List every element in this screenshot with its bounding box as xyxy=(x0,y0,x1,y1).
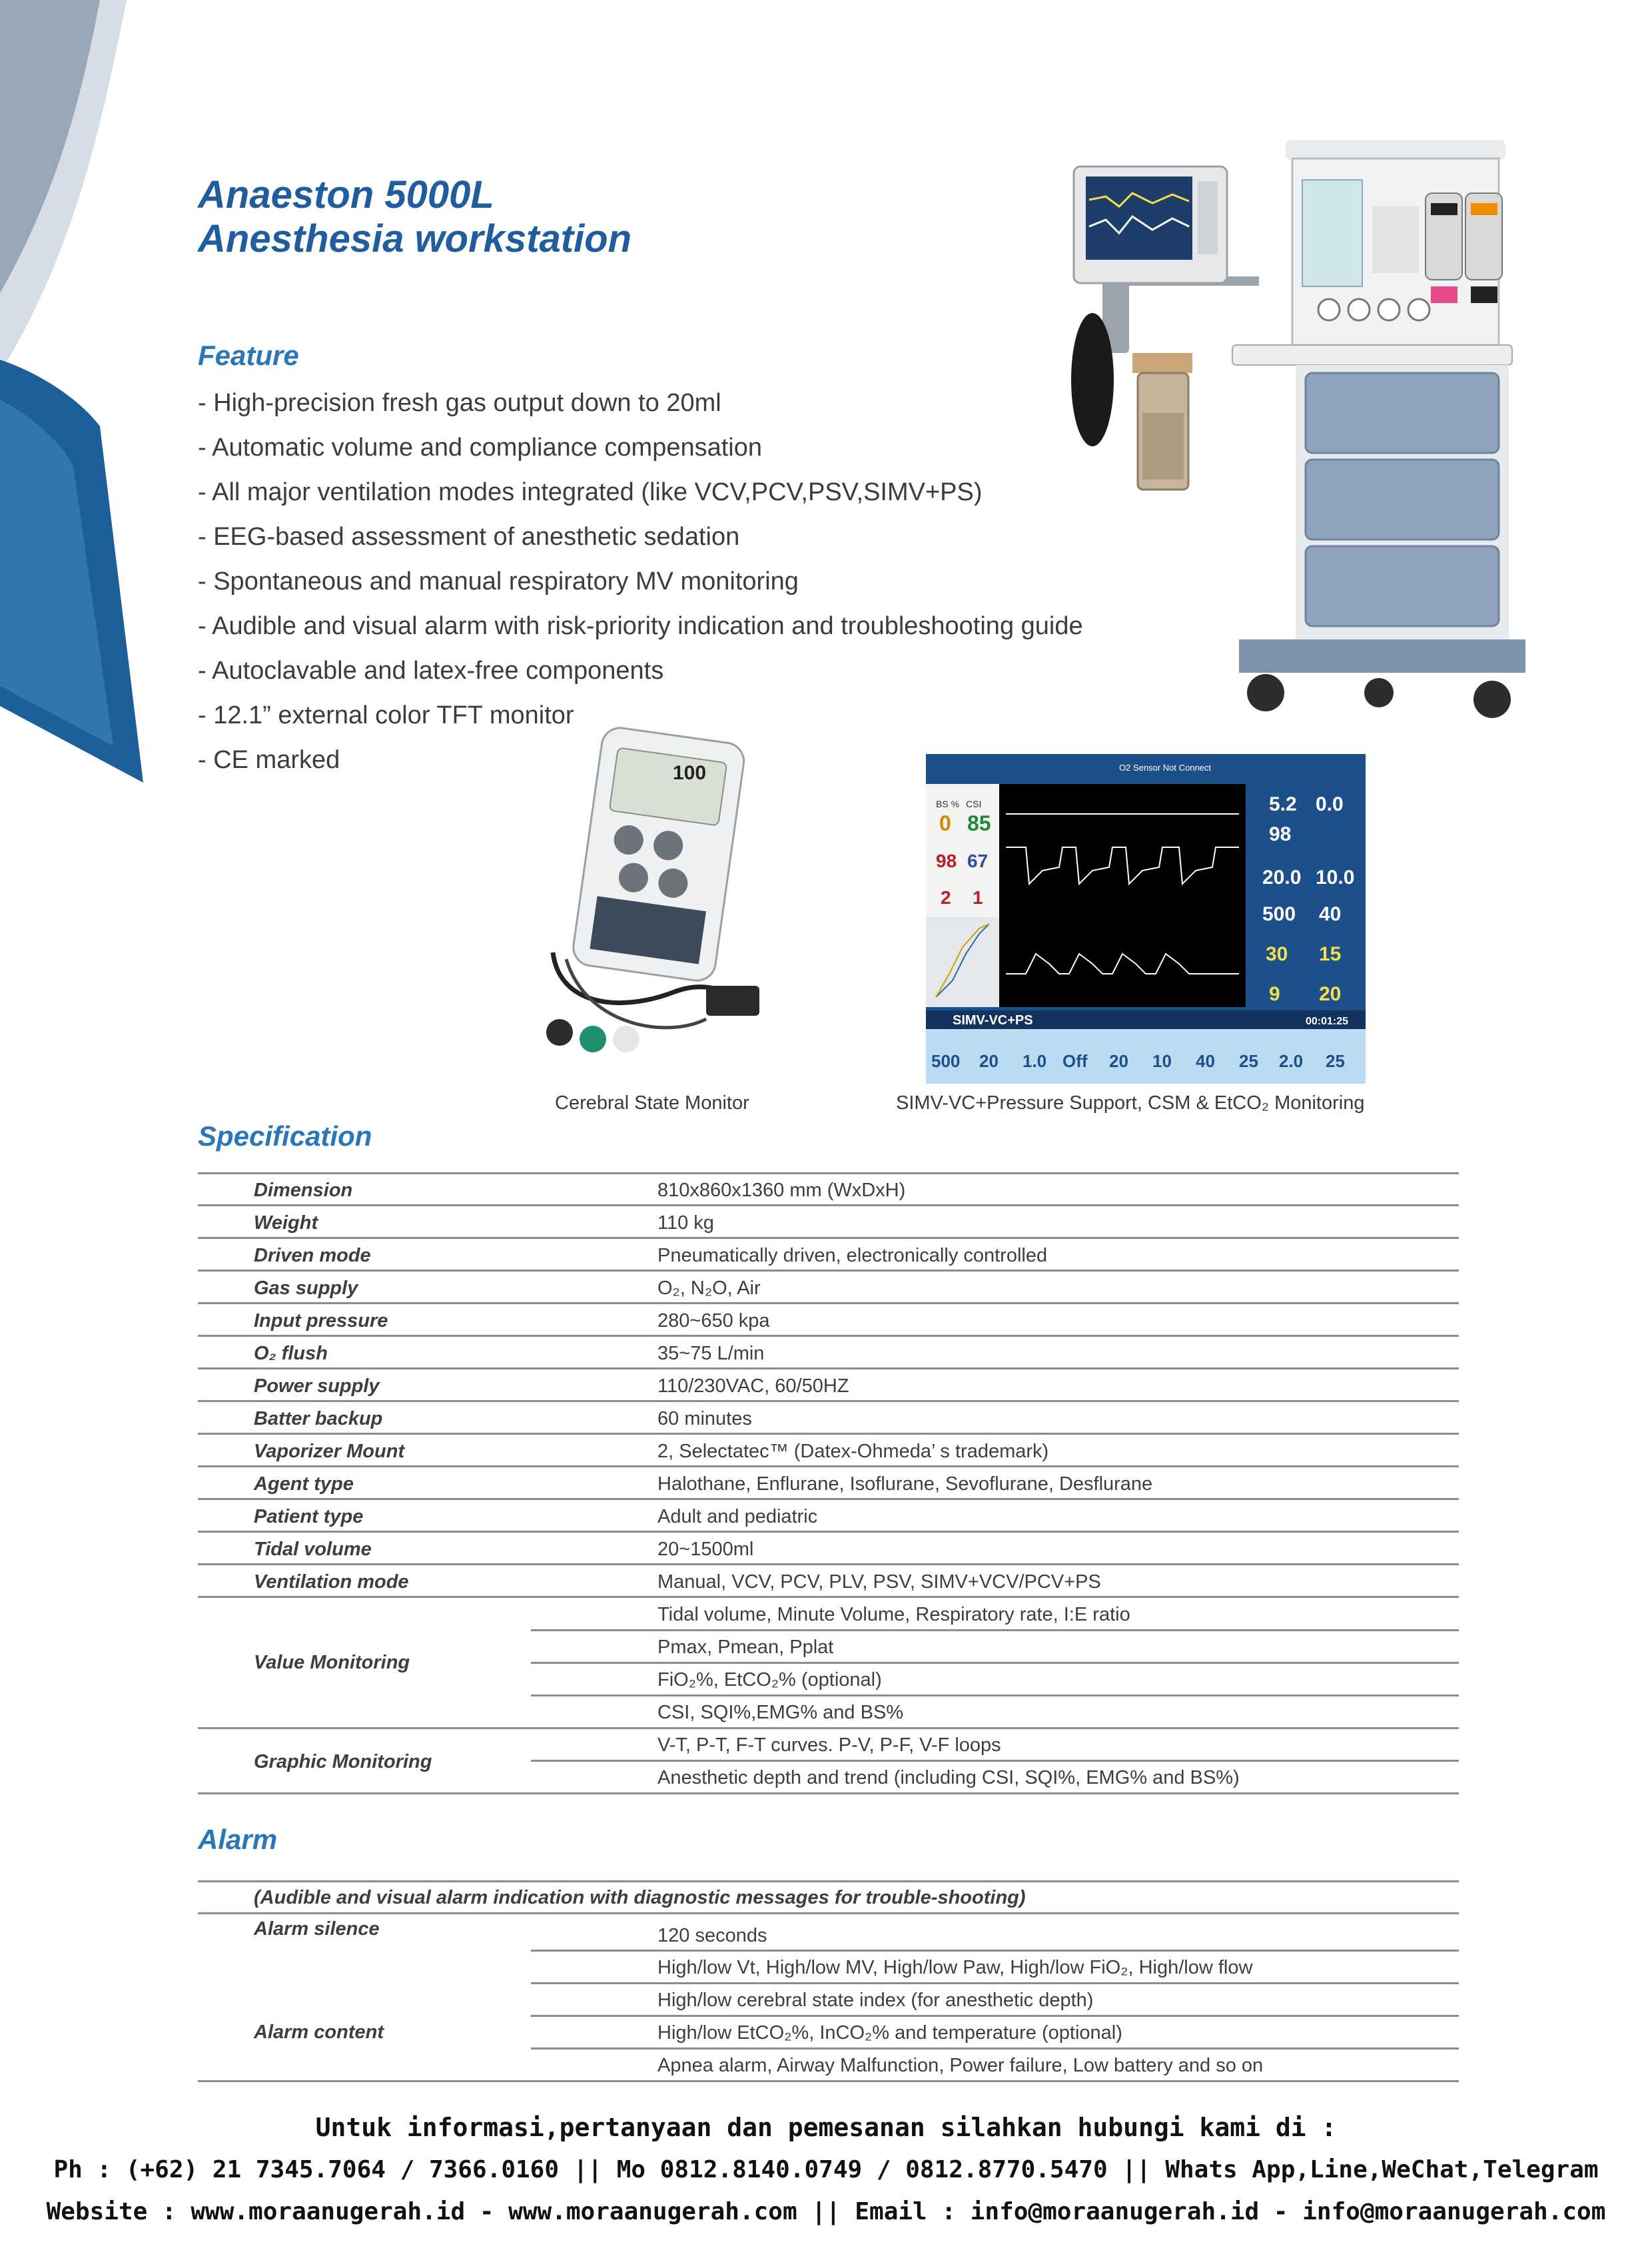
table-sub-rule xyxy=(531,1629,1459,1631)
feature-heading: Feature xyxy=(198,340,299,371)
spec-value: Adult and pediatric xyxy=(657,1506,818,1527)
table-sub-rule xyxy=(531,1760,1459,1762)
alarm-content-label: Alarm content xyxy=(254,2022,384,2043)
screen-sqi: 98 xyxy=(936,851,957,871)
table-sub-rule xyxy=(531,1694,1459,1696)
screen-white: 2 xyxy=(941,887,951,908)
spec-value: V-T, P-T, F-T curves. P-V, P-F, V-F loops xyxy=(657,1734,1001,1756)
alarm-content-value: Apnea alarm, Airway Malfunction, Power failure, Low battery and so on xyxy=(657,2055,1264,2076)
table-sub-rule xyxy=(531,1950,1459,1952)
screen-o2: 98 xyxy=(1269,823,1292,845)
table-row xyxy=(198,1335,1459,1369)
screen-param: 2.0 xyxy=(1279,1051,1304,1071)
ventilator-screen-image xyxy=(926,754,1366,1084)
spec-value: 810x860x1360 mm (WxDxH) xyxy=(657,1180,906,1201)
screen-mode: SIMV-VC+PS xyxy=(953,1013,1033,1028)
table-row xyxy=(198,1172,1459,1206)
spec-value: 35~75 L/min xyxy=(657,1343,765,1364)
screen-param: 25 xyxy=(1239,1051,1258,1071)
screen-param: 25 xyxy=(1326,1051,1345,1071)
spec-value: 280~650 kpa xyxy=(657,1310,770,1331)
cerebral-state-monitor-image xyxy=(533,726,799,1059)
screen-param: 40 xyxy=(1196,1051,1215,1071)
spec-label: Batter backup xyxy=(254,1408,383,1429)
table-bottom-rule xyxy=(198,2080,1459,2082)
contact-web-email: Website : www.moraanugerah.id - www.moraanugerah.com || Email : info@moraanugerah.id - info@moraanugerah.com xyxy=(46,2198,1606,2225)
screen-param: Off xyxy=(1062,1051,1088,1071)
spec-label: Weight xyxy=(254,1212,318,1234)
workstation-image xyxy=(1066,140,1532,753)
contact-phone: Ph : (+62) 21 7345.7064 / 7366.0160 || Mo 0812.8140.0749 / 0812.8770.5470 || Whats App,Line,WeChat,Telegram xyxy=(53,2156,1599,2183)
table-row xyxy=(198,1564,1459,1598)
alarm-note: (Audible and visual alarm indication with diagnostic messages for trouble-shooting) xyxy=(254,1887,1026,1908)
feature-item: - All major ventilation modes integrated (like VCV,PCV,PSV,SIMV+PS) xyxy=(198,478,983,506)
spec-label: Input pressure xyxy=(254,1310,388,1331)
svg-text:BS %: BS % xyxy=(936,799,960,809)
table-row xyxy=(198,1368,1459,1402)
specification-heading: Specification xyxy=(198,1120,372,1152)
spec-label: Vaporizer Mount xyxy=(254,1441,405,1462)
table-row xyxy=(198,1499,1459,1533)
spec-label: Ventilation mode xyxy=(254,1571,409,1593)
table-row xyxy=(198,1205,1459,1239)
alarm-content-value: High/low Vt, High/low MV, High/low Paw, High/low FiO₂, High/low flow xyxy=(657,1957,1253,1978)
spec-value: Pmax, Pmean, Pplat xyxy=(657,1637,834,1658)
table-bottom-rule xyxy=(198,1792,1459,1794)
spec-label: Patient type xyxy=(254,1506,364,1527)
feature-item: - Autoclavable and latex-free components xyxy=(198,657,664,685)
spec-label: Agent type xyxy=(254,1473,354,1495)
alarm-content-value: High/low cerebral state index (for anesthetic depth) xyxy=(657,1990,1094,2011)
spec-value: Manual, VCV, PCV, PLV, PSV, SIMV+VCV/PCV+PS xyxy=(657,1571,1101,1593)
alarm-content-value: High/low EtCO₂%, InCO₂% and temperature (optional) xyxy=(657,2022,1122,2044)
screen-fico2: 0.0 xyxy=(1316,793,1344,815)
alarm-silence-value: 120 seconds xyxy=(657,1925,767,1946)
screen-emg: 67 xyxy=(967,851,989,871)
table-sub-rule xyxy=(531,1982,1459,1984)
table-sub-rule xyxy=(531,2048,1459,2050)
spec-value: CSI, SQI%,EMG% and BS% xyxy=(657,1702,904,1723)
spec-value: 60 minutes xyxy=(657,1408,752,1429)
screen-etco2: 5.2 xyxy=(1269,793,1297,815)
alarm-table xyxy=(198,1880,1459,2093)
csm-caption: Cerebral State Monitor xyxy=(555,1092,749,1114)
spec-label: Driven mode xyxy=(254,1245,371,1266)
alarm-silence-label: Alarm silence xyxy=(254,1918,380,1940)
screen-vt-exp: 500 xyxy=(1262,903,1296,925)
spec-value: 110 kg xyxy=(657,1212,714,1234)
screen-peep: 9 xyxy=(1269,983,1280,1005)
table-rule xyxy=(198,1727,1459,1729)
screen-param: 20 xyxy=(1109,1051,1128,1071)
spec-value: FiO₂%, EtCO₂% (optional) xyxy=(657,1669,882,1690)
table-row xyxy=(198,1433,1459,1467)
spec-value: 110/230VAC, 60/50HZ xyxy=(657,1375,849,1397)
feature-item: - High-precision fresh gas output down to 20ml xyxy=(198,389,721,417)
screen-black: 1 xyxy=(973,887,983,908)
screen-time: 00:01:25 xyxy=(1306,1016,1349,1027)
product-title-line2: Anesthesia workstation xyxy=(198,217,632,260)
screen-param: 1.0 xyxy=(1023,1051,1047,1071)
screen-param: 500 xyxy=(931,1051,961,1071)
screen-pmax: 30 xyxy=(1266,943,1288,965)
spec-label: Power supply xyxy=(254,1375,380,1397)
svg-text:CSI: CSI xyxy=(966,799,982,809)
screen-param: 20 xyxy=(979,1051,999,1071)
specification-table xyxy=(198,1172,1459,1798)
contact-intro: Untuk informasi,pertanyaan dan pemesanan silahkan hubungi kami di : xyxy=(315,2113,1337,2142)
screen-alert: O2 Sensor Not Connect xyxy=(1119,763,1212,773)
table-row xyxy=(198,1270,1459,1304)
spec-value: Tidal volume, Minute Volume, Respiratory rate, I:E ratio xyxy=(657,1604,1130,1625)
screen-caption: SIMV-VC+Pressure Support, CSM & EtCO₂ Monitoring xyxy=(896,1092,1365,1114)
value-monitoring-label: Value Monitoring xyxy=(254,1652,410,1673)
screen-pmean: 15 xyxy=(1319,943,1342,965)
graphic-monitoring-label: Graphic Monitoring xyxy=(254,1751,432,1772)
alarm-heading: Alarm xyxy=(198,1824,278,1855)
table-row xyxy=(198,1531,1459,1565)
feature-item: - 12.1” external color TFT monitor xyxy=(198,701,574,729)
spec-label: Dimension xyxy=(254,1180,353,1201)
screen-mv-spont: 10.0 xyxy=(1316,867,1355,889)
table-row xyxy=(198,1238,1459,1272)
table-sub-rule xyxy=(531,2015,1459,2017)
screen-param: 10 xyxy=(1152,1051,1172,1071)
feature-item: - Automatic volume and compliance compensation xyxy=(198,434,763,462)
spec-value: 20~1500ml xyxy=(657,1539,754,1560)
screen-bs: 0 xyxy=(939,811,951,835)
screen-vt-exp2: 40 xyxy=(1319,903,1342,925)
screen-mv-exp: 20.0 xyxy=(1262,867,1302,889)
spec-value: Pneumatically driven, electronically controlled xyxy=(657,1245,1048,1266)
spec-label: Tidal volume xyxy=(254,1539,372,1560)
spec-value: Halothane, Enflurane, Isoflurane, Sevoflurane, Desflurane xyxy=(657,1473,1153,1495)
spec-label: Gas supply xyxy=(254,1278,358,1299)
left-decorative-band xyxy=(0,0,153,799)
table-row xyxy=(198,1401,1459,1435)
table-rule xyxy=(198,1948,531,1950)
csm-display-value: 100 xyxy=(673,762,707,784)
table-row xyxy=(198,1303,1459,1337)
spec-label: O₂ flush xyxy=(254,1343,328,1364)
feature-item: - CE marked xyxy=(198,746,340,774)
screen-csi: 85 xyxy=(967,811,991,835)
spec-value: O₂, N₂O, Air xyxy=(657,1278,761,1299)
table-rule xyxy=(198,1912,1459,1914)
table-row xyxy=(198,1466,1459,1500)
feature-item: - Spontaneous and manual respiratory MV monitoring xyxy=(198,567,799,595)
feature-item: - Audible and visual alarm with risk-priority indication and troubleshooting guide xyxy=(198,612,1083,640)
table-top-rule xyxy=(198,1880,1459,1882)
feature-item: - EEG-based assessment of anesthetic sedation xyxy=(198,523,740,551)
spec-value: Anesthetic depth and trend (including CSI, SQI%, EMG% and BS%) xyxy=(657,1767,1240,1788)
product-title-line1: Anaeston 5000L xyxy=(198,173,494,216)
spec-value: 2, Selectatec™ (Datex-Ohmeda’ s trademark) xyxy=(657,1441,1049,1462)
table-sub-rule xyxy=(531,1662,1459,1664)
screen-rate: 20 xyxy=(1319,983,1342,1005)
